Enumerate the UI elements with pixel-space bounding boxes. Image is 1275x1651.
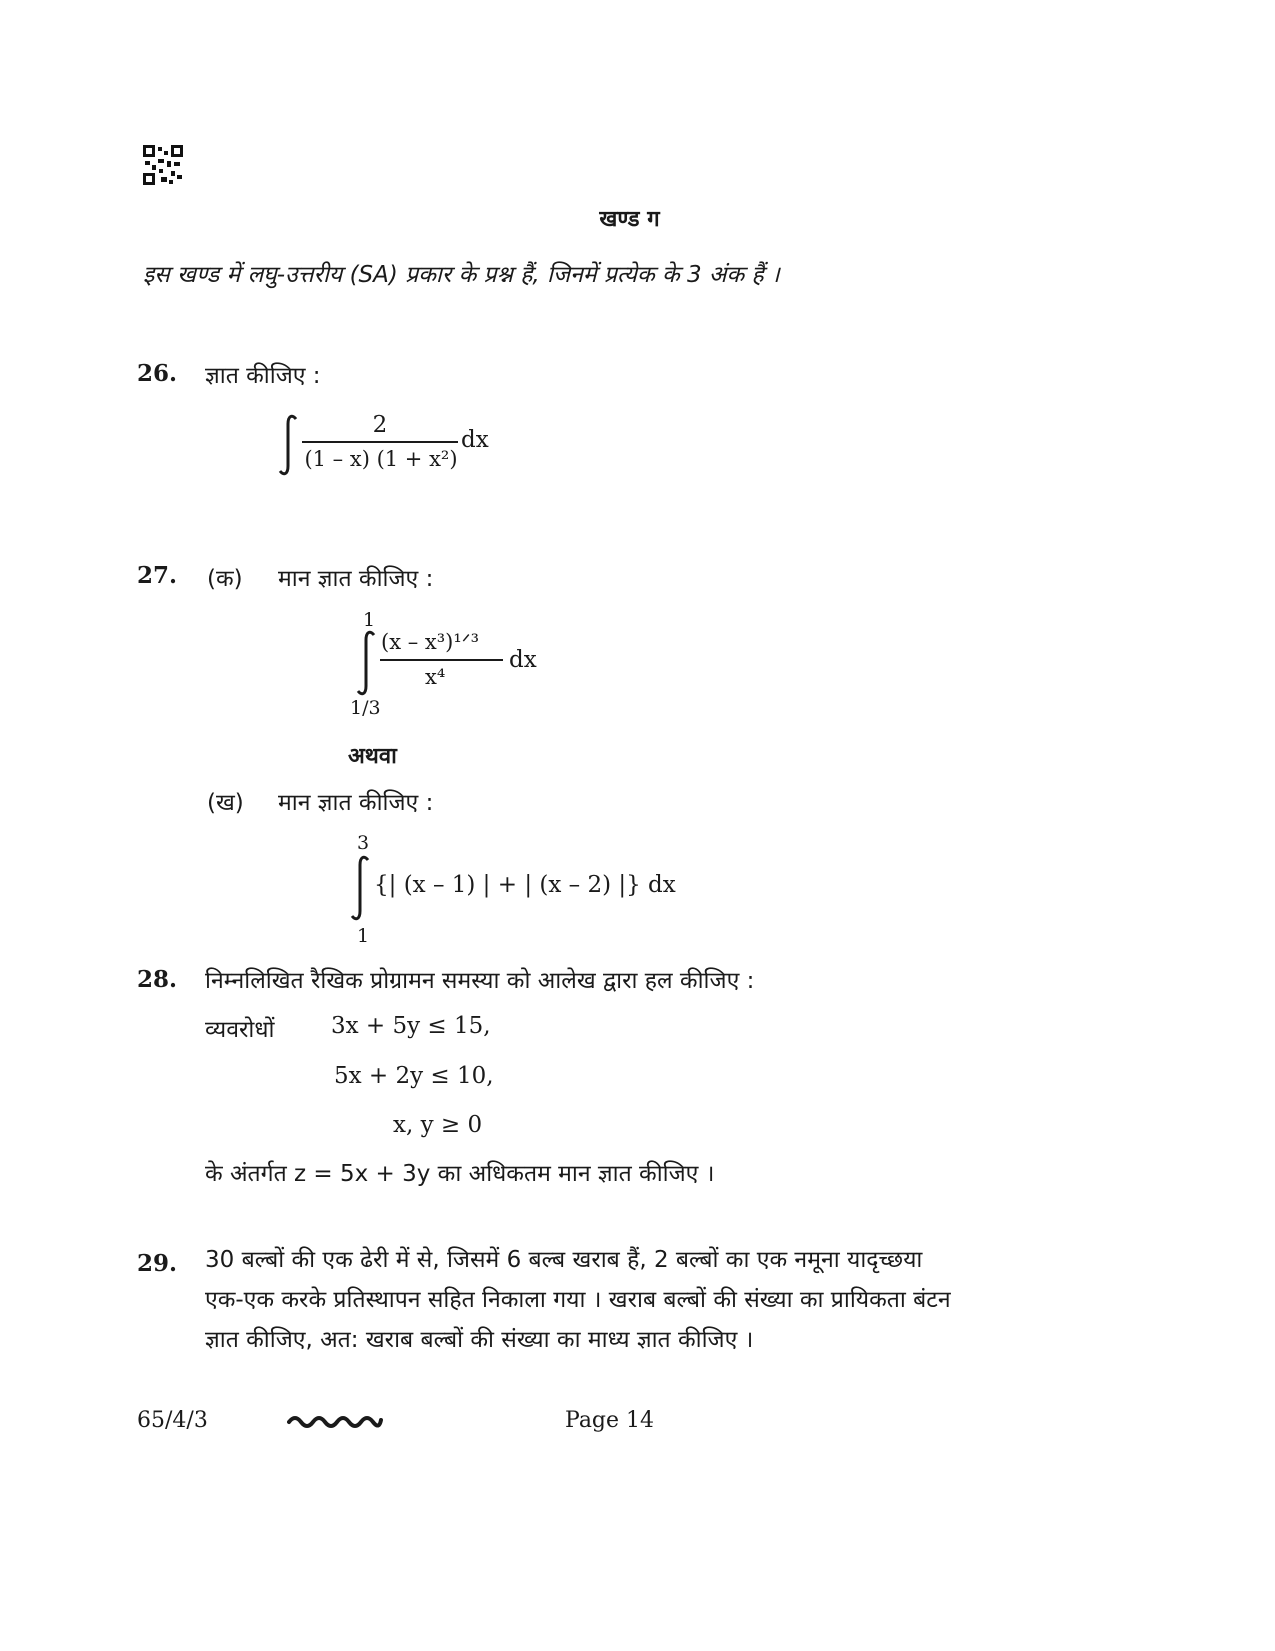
q27a-fraction-bar: [380, 659, 503, 661]
page-number: Page 14: [565, 1408, 655, 1433]
q27a-denominator: x⁴: [425, 665, 446, 689]
q27a-numerator: (x – x³)¹ᐟ³: [381, 630, 480, 654]
objective-text: के अंतर्गत z = 5x + 3y का अधिकतम मान ज्ञात कीजिए ।: [205, 1161, 715, 1187]
section-instruction: इस खण्ड में लघु-उत्तरीय (SA) प्रकार के प्रश्न हैं, जिनमें प्रत्येक के 3 अंक हैं ।: [143, 262, 780, 288]
integral-sign-icon: [349, 855, 373, 921]
q27a-lower-limit: 1/3: [350, 697, 381, 719]
question-number-27: 27.: [137, 562, 178, 589]
q27b-lower-limit: 1: [357, 925, 370, 947]
question-number-29: 29.: [137, 1250, 178, 1277]
q29-line-1: 30 बल्बों की एक ढेरी में से, जिसमें 6 बल्ब खराब हैं, 2 बल्बों का एक नमूना यादृच्छया: [205, 1247, 923, 1273]
q26-dx: dx: [461, 427, 489, 453]
q27a-upper-limit: 1: [363, 609, 376, 631]
tilde-decoration-icon: [287, 1410, 383, 1430]
or-label: अथवा: [348, 744, 397, 769]
constraints-label: व्यवरोधों: [205, 1017, 275, 1043]
constraint-3: x, y ≥ 0: [393, 1112, 483, 1138]
q27a-label: (क): [207, 566, 243, 592]
q27b-upper-limit: 3: [357, 832, 370, 854]
integral-sign-icon: [355, 630, 379, 696]
q27a-dx: dx: [509, 647, 537, 673]
q26-fraction-bar: [302, 441, 458, 443]
q27b-integrand: {| (x – 1) | + | (x – 2) |} dx: [374, 872, 676, 898]
question-number-28: 28.: [137, 966, 178, 993]
qr-code-icon: [143, 145, 183, 185]
section-title: खण्ड ग: [599, 207, 660, 232]
q27a-prompt: मान ज्ञात कीजिए :: [278, 566, 434, 592]
q29-line-3: ज्ञात कीजिए, अत: खराब बल्बों की संख्या का माध्य ज्ञात कीजिए ।: [205, 1327, 754, 1353]
q26-numerator: 2: [372, 412, 388, 438]
q27b-prompt: मान ज्ञात कीजिए :: [278, 790, 434, 816]
q27b-label: (ख): [207, 790, 244, 816]
question-number-26: 26.: [137, 360, 178, 387]
constraint-1: 3x + 5y ≤ 15,: [331, 1013, 491, 1039]
question-26-prompt: ज्ञात कीजिए :: [205, 363, 321, 389]
paper-code: 65/4/3: [137, 1408, 208, 1433]
q26-denominator: (1 – x) (1 + x²): [304, 447, 458, 471]
constraint-2: 5x + 2y ≤ 10,: [334, 1063, 494, 1089]
question-28-prompt: निम्नलिखित रैखिक प्रोग्रामन समस्या को आलेख द्वारा हल कीजिए :: [205, 968, 755, 994]
integral-sign-icon: [277, 414, 301, 476]
q29-line-2: एक-एक करके प्रतिस्थापन सहित निकाला गया । खराब बल्बों की संख्या का प्रायिकता बंटन: [205, 1287, 951, 1313]
